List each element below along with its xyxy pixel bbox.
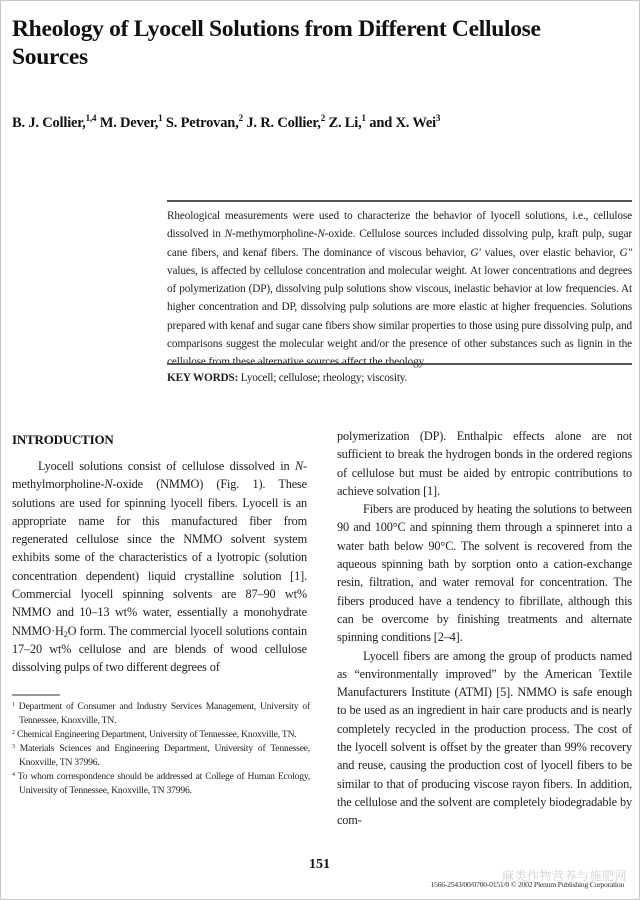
author-affiliation: 1 — [361, 113, 366, 123]
author-name: Z. Li, — [328, 115, 362, 131]
paragraph-text: Lyocell solutions consist of cellulose dissolved in — [38, 459, 295, 473]
footnote-mark: 3 — [12, 744, 15, 750]
footnotes — [12, 700, 310, 798]
abstract — [167, 207, 632, 372]
paragraph-text: -oxide (NMMO) (Fig. 1). These solutions are used for spinning lyocell fibers. Lyocell is an appropriate name for this manufactured fiber from regenerated cellulose since the NMMO solvent system exhibits some of the characteristics of a lyotropic (solution concentration dependent) liquid crystalline solution [1]. Commercial lyocell spinning solvents are 87–90 wt% NMMO and 10–13 wt% water, essentially a monohydrate NMMO·H — [12, 477, 307, 638]
footnote-text: To whom correspondence should be addressed at College of Human Ecology, University of Tennessee, Knoxville, TN 37996. — [17, 771, 310, 796]
subscript: 2 — [63, 629, 68, 639]
author-affiliation: 1 — [158, 113, 163, 123]
italic-n: N — [294, 459, 304, 473]
abstract-text: Rheological measurements were used to characterize the behavior of lyocell solutions, i.e., cellulose dissolved in — [167, 210, 632, 241]
author-name: S. Petrovan, — [165, 115, 239, 131]
author-affiliation: 2 — [320, 113, 326, 123]
footnote-mark: 2 — [12, 730, 15, 736]
abstract-italic-n: N — [317, 228, 325, 241]
paragraph: Lyocell fibers are among the group of products named as “environmentally improved” by the American Textile Manufacturers Institute (ATMI) [5]. NMMO is safe enough to be used as an ingredient in hair care products and is nearly completely recycled in the production process. The cost of the lyocell solvent is offset by the greater than 99% recovery and reuse, causing the production cost of lyocell fibers to be similar to that of producing viscose rayon fibers. In addition, the cellulose and the solvent are completely biodegradable by com- — [337, 648, 632, 828]
author-list — [12, 114, 612, 132]
paragraph: Fibers are produced by heating the solutions to between 90 and 100°C and spinning them through a spinneret into a water bath below 90°C. The solvent is recovered from the aqueous spinning bath by sorption onto a cation-exchange resin, filtration, and water removal for concentration. The fibers produced have a tendency to fibrillate, although this can be overcome by finishing treatments and alternate spinning conditions [2–4]. — [337, 502, 632, 645]
abstract-top-rule — [167, 200, 632, 202]
author-affiliation: 1,4 — [85, 113, 97, 123]
keywords-label: KEY WORDS: — [167, 372, 239, 384]
abstract-text: values, is affected by cellulose concentration and molecular weight. At lower concentrations and degrees of polymerization (DP), dissolving pulp solutions show viscous, inelastic behavior at low frequencies. At higher concentration and DP, dissolving pulp solutions are more elastic at higher frequencies. Solutions prepared with kenaf and sugar cane fibers show similar properties to those using pure dissolving pulp, and comparisons suggest the molecular weight and/or the presence of other substances such as lignin in the — [167, 264, 632, 351]
footnote — [12, 728, 310, 742]
author-name: and X. Wei — [369, 115, 436, 131]
abstract-bottom-rule — [167, 363, 632, 365]
paragraph — [12, 457, 307, 677]
keywords-text: Lyocell; cellulose; rheology; viscosity. — [238, 372, 408, 384]
paragraph-text: -methylmorpholine- — [12, 459, 307, 492]
abstract-g-prime: G′ — [470, 246, 481, 259]
abstract-text: -methymorpholine- — [232, 228, 318, 241]
paragraph-text: O form. The commercial lyocell solutions contain 17–20 wt% cellulose and are blends of wood cellulose dissolving pulps of two different degrees of — [12, 623, 307, 675]
abstract-italic-n: N — [224, 228, 233, 241]
footnote-mark: 1 — [12, 702, 15, 708]
keywords — [167, 371, 632, 385]
author-name: M. Dever, — [99, 115, 159, 131]
footnote-text: Materials Sciences and Engineering Department, University of Tennessee, Knoxville, TN 37996. — [19, 743, 311, 768]
right-column — [337, 427, 632, 830]
author-affiliation: 2 — [238, 113, 243, 123]
author-name: J. R. Collier, — [246, 115, 321, 131]
abstract-text: values, over elastic behavior, — [480, 246, 620, 259]
watermark: 麻类作物营养与施肥网 — [501, 869, 627, 883]
footnote-text: Chemical Engineering Department, University of Tennessee, Knoxville, TN. — [17, 729, 297, 740]
abstract-text: -oxide. Cellulose sources included dissolving pulp, kraft pulp, sugar cane fibers, and kenaf fibers. The dominance of viscous behavior, — [167, 228, 632, 259]
copyright-line: 1566-2543/00/0700-0151/0 © 2002 Plenum Publishing Corporation — [430, 880, 624, 889]
author-name: B. J. Collier, — [12, 115, 86, 131]
footnote — [12, 770, 310, 798]
footnote-mark: 4 — [12, 772, 15, 778]
page-number: 151 — [309, 857, 330, 872]
footnote — [12, 700, 310, 728]
paragraph: polymerization (DP). Enthalpic effects alone are not sufficient to break the hydrogen bonds in the ordered regions of cellulose but must be aided by entropic contributions to achieve solvation [1]. — [337, 429, 632, 498]
italic-n: N — [104, 477, 113, 492]
author-affiliation: 3 — [435, 113, 441, 123]
footnote-text: Department of Consumer and Industry Services Management, University of Tennessee, Knoxville, TN. — [18, 701, 310, 726]
footnote — [12, 742, 310, 770]
footnote-rule — [12, 694, 60, 696]
section-heading-introduction: INTRODUCTION — [12, 432, 114, 447]
left-column — [12, 457, 307, 677]
paper-title: Rheology of Lyocell Solutions from Different Cellulose Sources — [12, 16, 541, 70]
abstract-g-double-prime: G″ — [619, 246, 633, 259]
